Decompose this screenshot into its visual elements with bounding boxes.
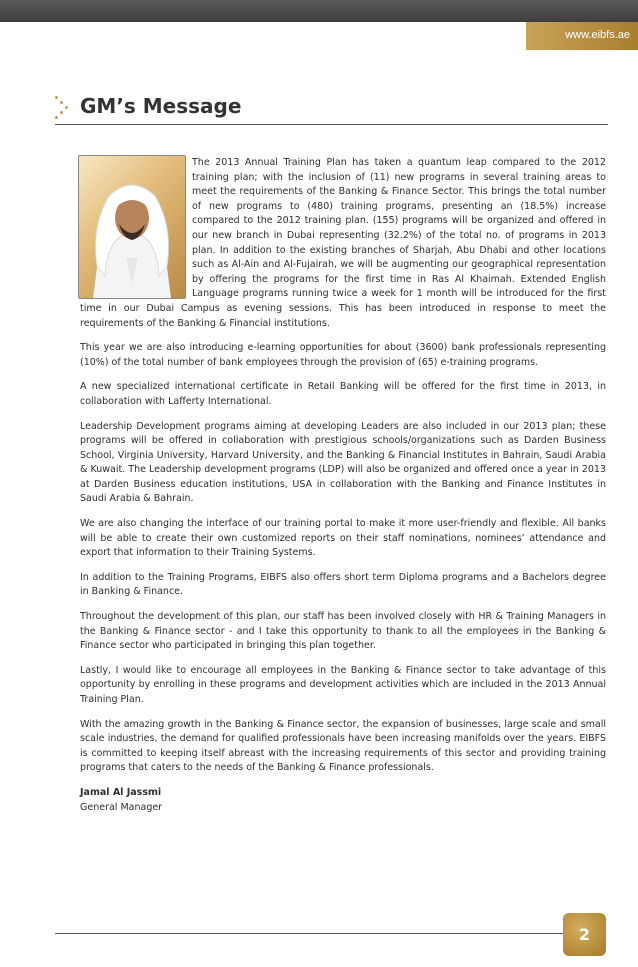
message-body bbox=[80, 156, 606, 815]
paragraph: A new specialized international certificate in Retail Banking will be offered for the first time in 2013, in collaboration with Lafferty International. bbox=[80, 381, 606, 407]
paragraph: Lastly, I would like to encourage all employees in the Banking & Finance sector to take advantage of this opportunity by enrolling in these programs and development activities which are included in the 2013 Annual Training Plan. bbox=[80, 664, 606, 705]
signature-block bbox=[80, 786, 606, 815]
page-title: GM’s Message bbox=[80, 94, 242, 118]
paragraph: We are also changing the interface of our training portal to make it more user-friendly and flexible. All banks will be able to create their own customized reports on their staff nominations, nominees’ attendance and export that information to their Training Systems. bbox=[80, 518, 606, 559]
header-tab bbox=[526, 22, 638, 50]
footer-divider bbox=[55, 933, 563, 934]
title-divider bbox=[55, 124, 608, 125]
paragraph: Leadership Development programs aiming at developing Leaders are also included in our 2013 plan; these programs will be offered in collaboration with prestigious schools/organizations such as Darden Business School, Virginia University, Harvard University, and the Banking & Financial Institutes in Bahrain, Saudi Arabia & Kuwait. The Leadership development programs (LDP) will also be organized and offered once a year in 2013 at Darden Business education institutions, USA in collaboration with the Banking and Finance Institutes in Saudi Arabia & Bahrain. bbox=[80, 420, 606, 505]
paragraph: This year we are also introducing e-learning opportunities for about (3600) bank professionals representing (10%) of the total number of bank employees through the provision of (65) e-training programs. bbox=[80, 342, 606, 368]
page-number-badge bbox=[563, 913, 606, 956]
paragraph: The 2013 Annual Training Plan has taken a quantum leap compared to the 2012 training plan; with the inclusion of (11) new programs in several training areas to meet the requirements of the Banking & Finance Sector. This brings the total number of new programs to (480) training programs, presenting an (18.5%) increase compared to the 2012 training plan. (155) programs will be organized and offered in our new branch in Dubai representing (32.2%) of the total no. of programs in 2013 plan. In addition to the existing branches of Sharjah, Abu Dhabi and other locations such as Al-Ain and Al-Fujairah, we will be augmenting our geographical representation by offering the programs for the first time in Ras Al Khaimah. Extended English Language programs running twice a week for 1 month will be introduced for the first time in our Dubai Campus as evening sessions. This has been introduced in response to meet the requirements of the Banking & Financial institutions. bbox=[80, 157, 606, 329]
top-bar bbox=[0, 0, 638, 22]
signatory-name: Jamal Al Jassmi bbox=[80, 786, 162, 798]
title-dots-icon bbox=[55, 96, 71, 120]
paragraph: With the amazing growth in the Banking & Finance sector, the expansion of businesses, large scale and small scale industries, the demand for qualified professionals have been increasing manifolds over the years. EIBFS is committed to keeping itself abreast with the increasing requirements of this sector and providing training programs that caters to the needs of the Banking & Finance professionals. bbox=[80, 718, 606, 774]
website-url[interactable]: www.eibfs.ae bbox=[565, 29, 630, 41]
paragraph: Throughout the development of this plan, our staff has been involved closely with HR & Training Managers in the Banking & Finance sector - and I take this opportunity to thank to all the employees in the Banking & Finance sector who participated in bringing this plan together. bbox=[80, 611, 606, 652]
paragraph: In addition to the Training Programs, EIBFS also offers short term Diploma programs and a Bachelors degree in Banking & Finance. bbox=[80, 571, 606, 598]
page-number: 2 bbox=[578, 925, 591, 944]
signatory-title: General Manager bbox=[80, 801, 163, 813]
